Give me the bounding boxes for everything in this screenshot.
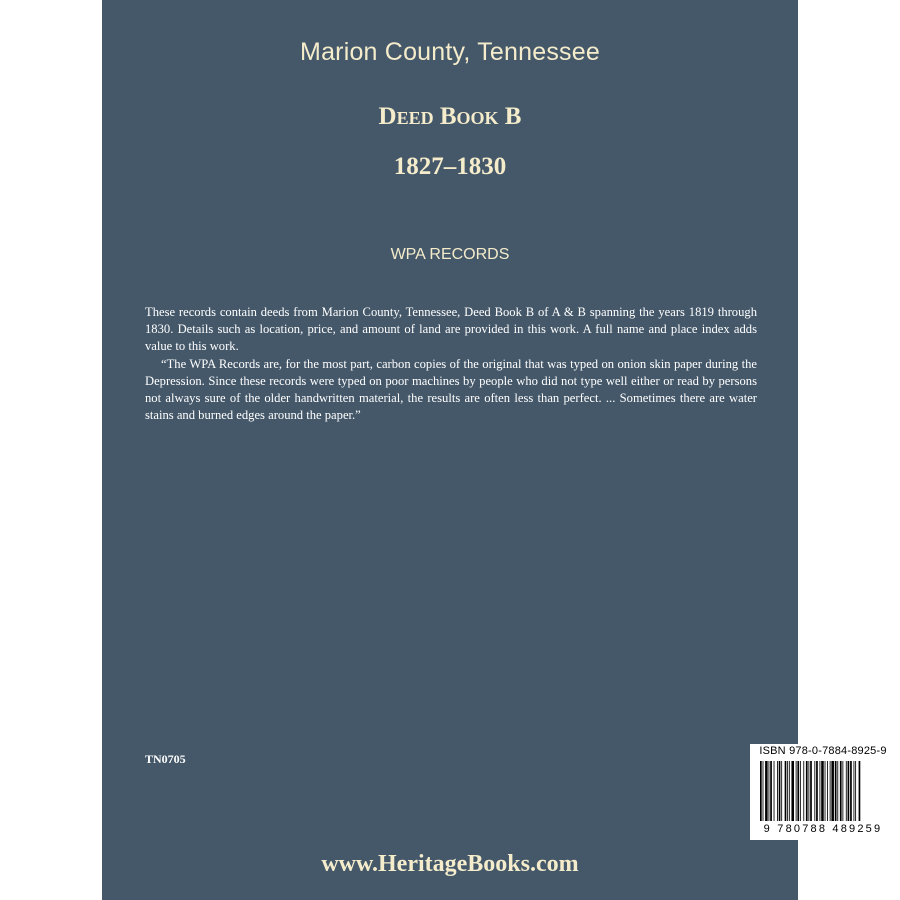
book-title: Deed Book B — [378, 103, 522, 130]
description-paragraph-2: “The WPA Records are, for the most part, carbon copies of the original that was typed on onion skin paper during the Depression. Since these records were typed on poor machines by people who did not type well either or read by persons not always sure of the older handwritten material, the results are often less than perfect. ... Sometimes there are water stains and burned edges around the paper.” — [145, 356, 757, 423]
county-title: Marion County, Tennessee — [300, 38, 600, 66]
barcode-icon — [760, 761, 888, 821]
back-cover — [102, 0, 887, 900]
catalog-code: TN0705 — [145, 752, 186, 766]
isbn-label: ISBN 978-0-7884-8925-9 — [759, 745, 887, 757]
year-range: 1827–1830 — [393, 153, 507, 180]
barcode-panel — [750, 744, 896, 840]
barcode-digits: 9 780788 489259 — [763, 823, 883, 835]
website-link[interactable]: www.HeritageBooks.com — [321, 851, 579, 877]
description-paragraph-1: These records contain deeds from Marion County, Tennessee, Deed Book B of A & B spanning the years 1819 through 1830. Details such as location, price, and amount of land are provided in this work. A full name and place index adds value to this work. — [145, 305, 757, 354]
description — [145, 304, 757, 424]
series-heading: WPA RECORDS — [390, 246, 510, 263]
